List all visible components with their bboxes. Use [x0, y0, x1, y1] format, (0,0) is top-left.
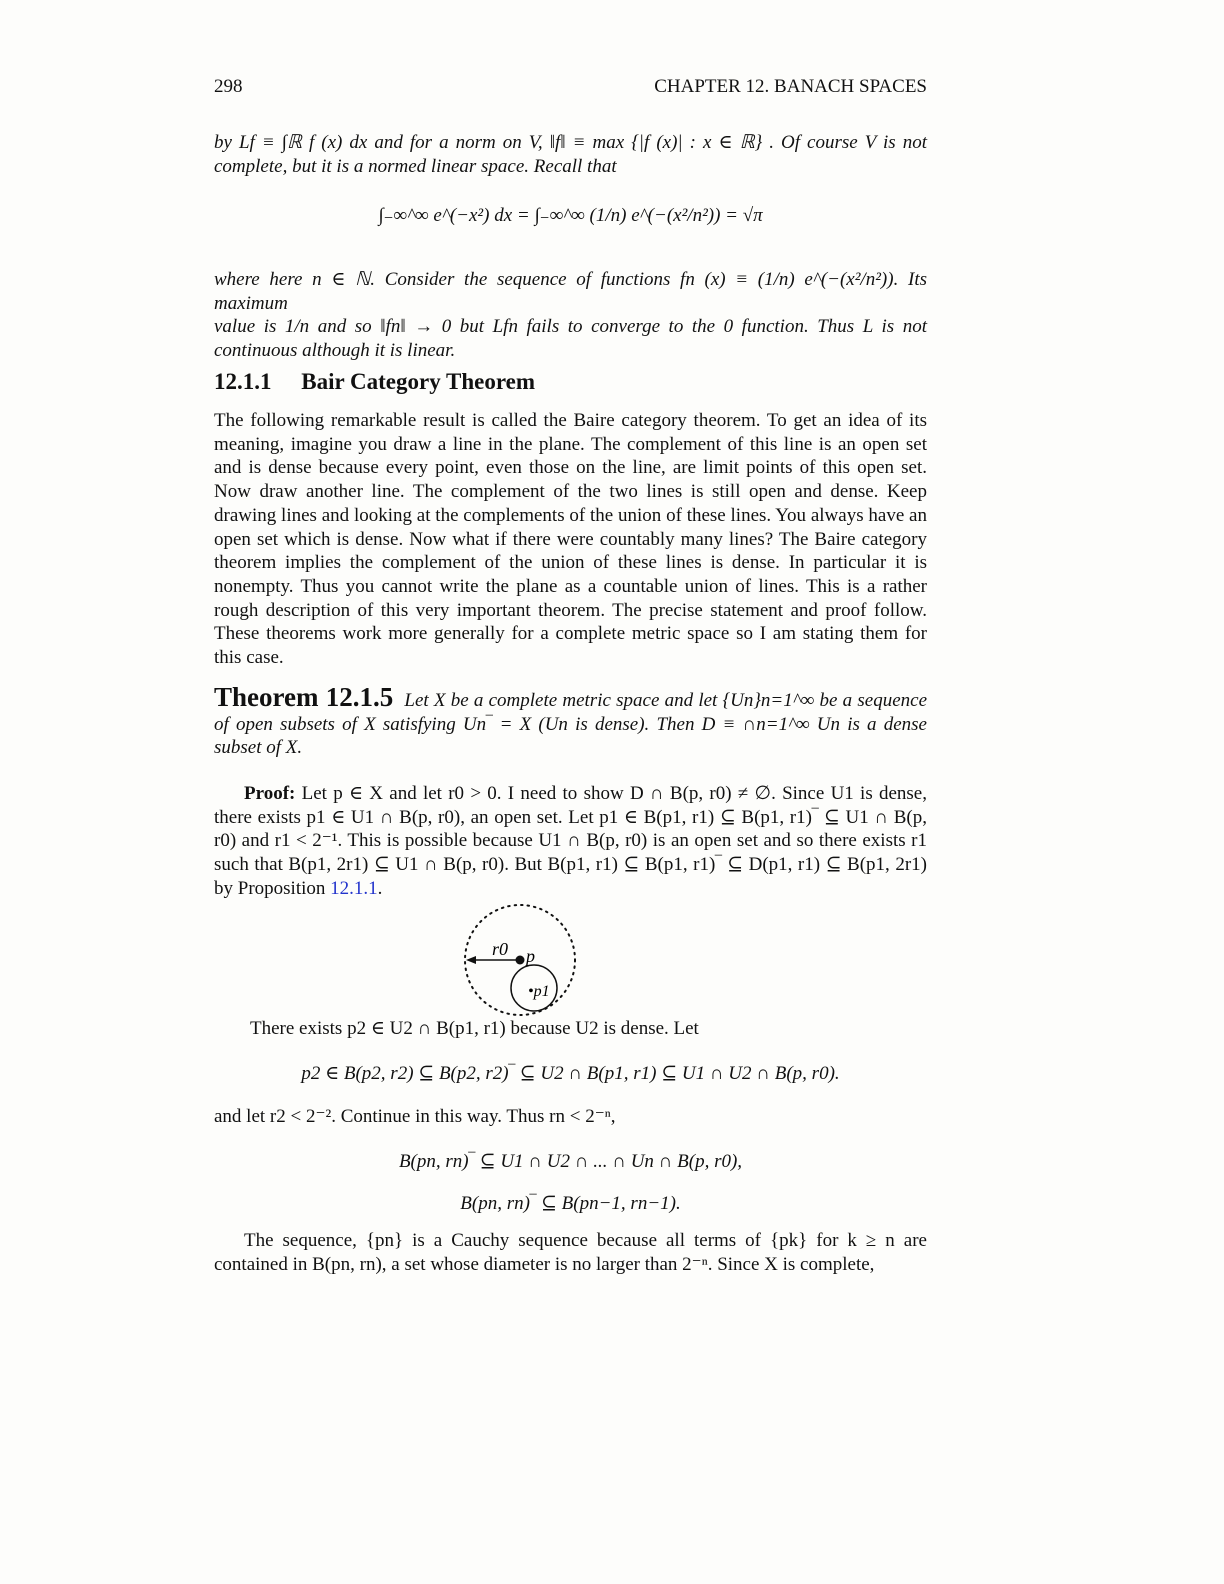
intro-line-1: by Lf ≡ ∫ℝ f (x) dx and for a norm on V, ‖f‖ ≡ max {|f (x)| : x ∈ ℝ} . Of course V is not — [214, 132, 927, 153]
continue-text: and let r2 < 2⁻². Continue in this way. Thus rn < 2⁻ⁿ, — [214, 1106, 616, 1127]
after-diagram-text: There exists p2 ∈ U2 ∩ B(p1, r1) because U2 is dense. Let — [250, 1018, 699, 1039]
center-point — [516, 956, 525, 965]
page-header — [214, 76, 927, 98]
section-number: 12.1.1 — [214, 369, 272, 394]
equation-p2: p2 ∈ B(p2, r2) ⊆ B(p2, r2)‾ ⊆ U2 ∩ B(p1, r1) ⊆ U1 ∩ U2 ∩ B(p, r0). — [301, 1063, 840, 1084]
proof-label: Proof: — [244, 783, 296, 804]
sequence-line-3: continuous although it is linear. — [214, 340, 456, 362]
intro-line-2: complete, but it is a normed linear space. Recall that — [214, 155, 617, 177]
label-p1: •p1 — [528, 983, 550, 1000]
proposition-link[interactable]: 12.1.1 — [330, 877, 378, 899]
sequence-line-1: where here n ∈ ℕ. Consider the sequence of functions fn (x) ≡ (1/n) e^(−(x²/n²)). Its maximum — [214, 269, 927, 314]
chapter-title: CHAPTER 12. BANACH SPACES — [654, 76, 927, 97]
equation-bn-1: B(pn, rn)‾ ⊆ U1 ∩ U2 ∩ ... ∩ Un ∩ B(p, r0), — [398, 1151, 743, 1172]
proof-block — [214, 782, 927, 901]
final-text: The sequence, {pn} is a Cauchy sequence because all terms of {pk} for k ≥ n are contained in B(pn, rn), a set whose diameter is no larger than 2⁻ⁿ. Since X is complete, — [214, 1230, 927, 1275]
sequence-line-2: value is 1/n and so ‖fn‖ → 0 but Lfn fails to converge to the 0 function. Thus L is not — [214, 316, 927, 338]
theorem-block — [214, 682, 928, 760]
intro-paragraph — [214, 131, 927, 178]
label-r0: r0 — [492, 939, 509, 959]
final-paragraph — [214, 1229, 927, 1276]
arrow-head-icon — [466, 956, 476, 964]
ball-diagram — [460, 900, 580, 1020]
label-p: p — [526, 946, 535, 966]
equation-bn-2: B(pn, rn)‾ ⊆ B(pn−1, rn−1). — [460, 1193, 681, 1214]
section-title: Bair Category Theorem — [301, 369, 536, 394]
page-number: 298 — [214, 76, 243, 97]
section-heading — [214, 369, 535, 395]
proof-text: Let p ∈ X and let r0 > 0. I need to show D ∩ B(p, r0) ≠ ∅. Since U1 is dense, there exists p1 ∈ U1 ∩ B(p, r0), an open set. Let p1 ∈ B(p1, r1) ⊆ B(p1, r1)‾ ⊆ U1 ∩ B(p, r0) and r1 < 2⁻¹. This is possible because U1 ∩ B(p, r0) is an open set and so there exists r1 such that B(p1, 2r1) ⊆ U1 ∩ B(p, r0). But B(p1, r1) ⊆ B(p1, r1)‾ ⊆ D(p1, r1) ⊆ B(p1, 2r1) by Proposition — [214, 783, 927, 899]
theorem-label: Theorem 12.1.5 — [214, 682, 394, 712]
theorem-text: Let X be a complete metric space and let {Un}n=1^∞ be a sequence of open subsets of X satisfying Un‾ = X (Un is dense). Then D ≡ ∩n=1^∞ Un is a dense subset of X. — [214, 690, 928, 759]
gaussian-equation: ∫₋∞^∞ e^(−x²) dx = ∫₋∞^∞ (1/n) e^(−(x²/n²)) = √π — [378, 205, 763, 226]
sequence-paragraph — [214, 268, 927, 363]
section-body: The following remarkable result is called the Baire category theorem. To get an idea of its meaning, imagine you draw a line in the plane. The complement of this line is an open set and is dense because every point, even those on the line, are limit points of this open set. Now draw another line. The complement of the two lines is still open and dense. Keep drawing lines and looking at the complements of the union of these lines. You always have an open set which is dense. Now what if there were countably many lines? The Baire category theorem implies the complement of the union of these lines is dense. In particular it is nonempty. Thus you cannot write the plane as a countable union of lines. This is a rather rough description of this very important theorem. The precise statement and proof follow. These theorems work more generally for a complete metric space so I am stating them for this case. — [214, 410, 927, 669]
proof-end: . — [377, 877, 383, 899]
